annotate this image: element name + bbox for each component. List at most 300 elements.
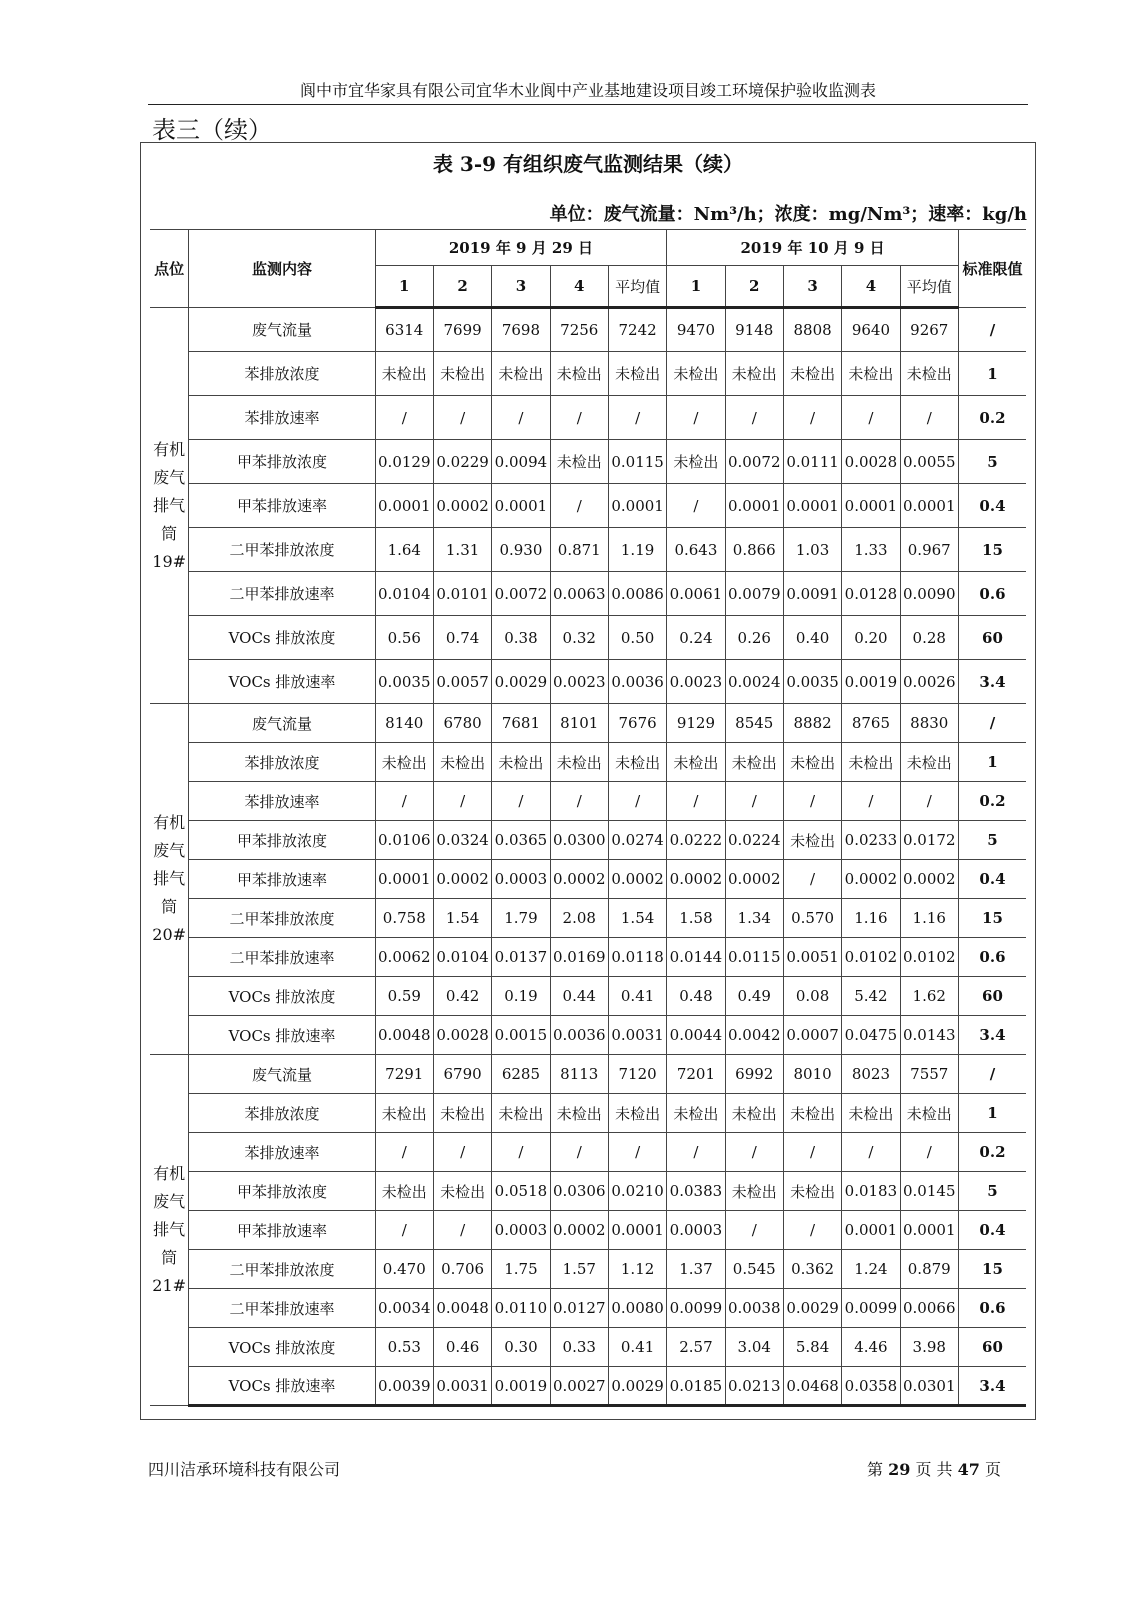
value-cell: / <box>433 396 491 440</box>
standard-limit-cell: 3.4 <box>958 660 1026 704</box>
table-title: 表 3-9 有组织废气监测结果（续） <box>432 152 744 176</box>
value-cell: 未检出 <box>608 352 666 396</box>
value-cell: 0.470 <box>375 1250 433 1289</box>
value-cell: 0.0027 <box>550 1367 608 1406</box>
table-row <box>150 938 1026 977</box>
value-cell: / <box>667 782 725 821</box>
standard-limit-cell: 3.4 <box>958 1016 1026 1055</box>
item-label: 苯排放浓度 <box>189 352 375 396</box>
item-label: 二甲苯排放浓度 <box>189 899 375 938</box>
value-cell: / <box>667 1133 725 1172</box>
value-cell: 0.0036 <box>608 660 666 704</box>
value-cell: 未检出 <box>900 743 958 782</box>
value-cell: 1.58 <box>667 899 725 938</box>
value-cell: 0.0061 <box>667 572 725 616</box>
value-cell: 0.0001 <box>375 484 433 528</box>
value-cell: 未检出 <box>842 352 900 396</box>
standard-limit-cell: 0.4 <box>958 484 1026 528</box>
value-cell: 0.0222 <box>667 821 725 860</box>
value-cell: 0.0518 <box>492 1172 550 1211</box>
table-row <box>150 704 1026 743</box>
value-cell: 0.0104 <box>433 938 491 977</box>
value-cell: 0.0002 <box>900 860 958 899</box>
value-cell: 0.0365 <box>492 821 550 860</box>
value-cell: 0.0026 <box>900 660 958 704</box>
group-21 <box>150 1055 1026 1406</box>
value-cell: 未检出 <box>550 1094 608 1133</box>
item-label: 废气流量 <box>189 308 375 352</box>
item-label: VOCs 排放浓度 <box>189 616 375 660</box>
value-cell: 7681 <box>492 704 550 743</box>
value-cell: 0.0028 <box>433 1016 491 1055</box>
value-cell: 0.0042 <box>725 1016 783 1055</box>
value-cell: 0.0185 <box>667 1367 725 1406</box>
section-title: 表三（续） <box>152 116 272 144</box>
value-cell: / <box>783 1133 841 1172</box>
value-cell: 0.0031 <box>433 1367 491 1406</box>
table-row <box>150 1289 1026 1328</box>
subheader-cell: 平均值 <box>608 266 666 308</box>
value-cell: / <box>783 782 841 821</box>
value-cell: 未检出 <box>783 821 841 860</box>
value-cell: 8545 <box>725 704 783 743</box>
value-cell: 0.0003 <box>492 1211 550 1250</box>
value-cell: 0.50 <box>608 616 666 660</box>
standard-limit-cell: / <box>958 308 1026 352</box>
value-cell: 8101 <box>550 704 608 743</box>
value-cell: / <box>667 484 725 528</box>
value-cell: 0.38 <box>492 616 550 660</box>
page-total: 47 <box>957 1460 980 1479</box>
value-cell: / <box>725 396 783 440</box>
value-cell: 0.0210 <box>608 1172 666 1211</box>
value-cell: 6285 <box>492 1055 550 1094</box>
value-cell: 7698 <box>492 308 550 352</box>
value-cell: 0.0229 <box>433 440 491 484</box>
value-cell: 未检出 <box>433 743 491 782</box>
value-cell: 0.706 <box>433 1250 491 1289</box>
value-cell: 0.0066 <box>900 1289 958 1328</box>
value-cell: / <box>842 782 900 821</box>
value-cell: 1.37 <box>667 1250 725 1289</box>
value-cell: 0.0101 <box>433 572 491 616</box>
value-cell: 0.0091 <box>783 572 841 616</box>
value-cell: 0.41 <box>608 977 666 1016</box>
value-cell: 未检出 <box>433 1094 491 1133</box>
standard-limit-cell: 5 <box>958 1172 1026 1211</box>
value-cell: 0.0094 <box>492 440 550 484</box>
value-cell: 0.643 <box>667 528 725 572</box>
value-cell: 0.0102 <box>842 938 900 977</box>
value-cell: 未检出 <box>783 352 841 396</box>
value-cell: 0.0002 <box>433 484 491 528</box>
value-cell: 0.0183 <box>842 1172 900 1211</box>
item-label: VOCs 排放浓度 <box>189 1328 375 1367</box>
table-row <box>150 743 1026 782</box>
value-cell: 0.0044 <box>667 1016 725 1055</box>
value-cell: 0.24 <box>667 616 725 660</box>
value-cell: / <box>550 396 608 440</box>
value-cell: / <box>725 1133 783 1172</box>
value-cell: 0.0001 <box>900 1211 958 1250</box>
standard-limit-cell: 1 <box>958 352 1026 396</box>
value-cell: 8830 <box>900 704 958 743</box>
value-cell: 6992 <box>725 1055 783 1094</box>
value-cell: 0.0080 <box>608 1289 666 1328</box>
table-row <box>150 1094 1026 1133</box>
value-cell: 0.0086 <box>608 572 666 616</box>
footer-company: 四川洁承环境科技有限公司 <box>148 1460 341 1479</box>
value-cell: / <box>725 782 783 821</box>
value-cell: 7120 <box>608 1055 666 1094</box>
value-cell: 0.0019 <box>492 1367 550 1406</box>
value-cell: 未检出 <box>725 352 783 396</box>
value-cell: 0.08 <box>783 977 841 1016</box>
value-cell: / <box>783 1211 841 1250</box>
value-cell: 1.31 <box>433 528 491 572</box>
value-cell: 0.570 <box>783 899 841 938</box>
value-cell: 5.42 <box>842 977 900 1016</box>
value-cell: 0.0001 <box>375 860 433 899</box>
value-cell: 0.0233 <box>842 821 900 860</box>
value-cell: 7676 <box>608 704 666 743</box>
value-cell: 0.0002 <box>842 860 900 899</box>
value-cell: 未检出 <box>667 743 725 782</box>
value-cell: / <box>550 1133 608 1172</box>
subheader-cell: 2 <box>725 266 783 308</box>
value-cell: 0.48 <box>667 977 725 1016</box>
item-label: 甲苯排放速率 <box>189 1211 375 1250</box>
subheader-cell: 平均值 <box>900 266 958 308</box>
value-cell: 0.59 <box>375 977 433 1016</box>
item-label: 苯排放浓度 <box>189 743 375 782</box>
value-cell: 未检出 <box>900 352 958 396</box>
table-row <box>150 782 1026 821</box>
value-cell: 0.0127 <box>550 1289 608 1328</box>
value-cell: / <box>900 782 958 821</box>
value-cell: 0.0145 <box>900 1172 958 1211</box>
value-cell: 8113 <box>550 1055 608 1094</box>
value-cell: 2.57 <box>667 1328 725 1367</box>
value-cell: 8882 <box>783 704 841 743</box>
value-cell: 0.0062 <box>375 938 433 977</box>
station-cell: 有机废气排气筒20# <box>150 704 189 1055</box>
page-suffix: 页 <box>984 1460 1001 1479</box>
value-cell: 0.0128 <box>842 572 900 616</box>
value-cell: 1.57 <box>550 1250 608 1289</box>
value-cell: 0.0015 <box>492 1016 550 1055</box>
value-cell: 未检出 <box>550 440 608 484</box>
value-cell: 7201 <box>667 1055 725 1094</box>
value-cell: 0.0274 <box>608 821 666 860</box>
value-cell: 3.98 <box>900 1328 958 1367</box>
value-cell: 8010 <box>783 1055 841 1094</box>
value-cell: 9640 <box>842 308 900 352</box>
value-cell: / <box>783 396 841 440</box>
value-cell: / <box>433 1211 491 1250</box>
value-cell: 7557 <box>900 1055 958 1094</box>
item-label: 二甲苯排放浓度 <box>189 528 375 572</box>
table-row <box>150 1328 1026 1367</box>
value-cell: 0.0383 <box>667 1172 725 1211</box>
value-cell: 0.28 <box>900 616 958 660</box>
value-cell: 未检出 <box>375 743 433 782</box>
value-cell: 0.0099 <box>842 1289 900 1328</box>
value-cell: 0.0104 <box>375 572 433 616</box>
value-cell: / <box>725 1211 783 1250</box>
subheader-cell: 4 <box>550 266 608 308</box>
item-label: 甲苯排放浓度 <box>189 821 375 860</box>
value-cell: 0.33 <box>550 1328 608 1367</box>
value-cell: 未检出 <box>550 352 608 396</box>
value-cell: 0.19 <box>492 977 550 1016</box>
value-cell: 未检出 <box>842 1094 900 1133</box>
value-cell: 0.0048 <box>433 1289 491 1328</box>
value-cell: 2.08 <box>550 899 608 938</box>
value-cell: 未检出 <box>433 1172 491 1211</box>
value-cell: 0.0301 <box>900 1367 958 1406</box>
document-header: 阆中市宜华家具有限公司宜华木业阆中产业基地建设项目竣工环境保护验收监测表 <box>299 81 876 100</box>
value-cell: 0.0213 <box>725 1367 783 1406</box>
table-row <box>150 1133 1026 1172</box>
standard-limit-cell: 0.4 <box>958 1211 1026 1250</box>
value-cell: / <box>608 396 666 440</box>
subheader-cell: 4 <box>842 266 900 308</box>
value-cell: / <box>375 1133 433 1172</box>
value-cell: / <box>433 1133 491 1172</box>
value-cell: 1.03 <box>783 528 841 572</box>
value-cell: 0.0169 <box>550 938 608 977</box>
value-cell: 1.79 <box>492 899 550 938</box>
value-cell: 未检出 <box>667 352 725 396</box>
value-cell: 0.0034 <box>375 1289 433 1328</box>
value-cell: 0.0001 <box>608 484 666 528</box>
value-cell: 0.0063 <box>550 572 608 616</box>
value-cell: / <box>433 782 491 821</box>
value-cell: 0.0029 <box>492 660 550 704</box>
value-cell: 0.0115 <box>608 440 666 484</box>
value-cell: 0.545 <box>725 1250 783 1289</box>
value-cell: 0.56 <box>375 616 433 660</box>
table-row <box>150 821 1026 860</box>
value-cell: 0.0038 <box>725 1289 783 1328</box>
value-cell: 未检出 <box>842 743 900 782</box>
table-row <box>150 660 1026 704</box>
value-cell: 0.0002 <box>667 860 725 899</box>
value-cell: 未检出 <box>375 352 433 396</box>
value-cell: 9267 <box>900 308 958 352</box>
table-row <box>150 528 1026 572</box>
value-cell: / <box>550 484 608 528</box>
value-cell: 未检出 <box>433 352 491 396</box>
value-cell: 0.0007 <box>783 1016 841 1055</box>
standard-limit-cell: 60 <box>958 977 1026 1016</box>
value-cell: 9470 <box>667 308 725 352</box>
item-label: 甲苯排放速率 <box>189 860 375 899</box>
value-cell: 0.0001 <box>900 484 958 528</box>
value-cell: 1.16 <box>842 899 900 938</box>
subheader-cell: 3 <box>492 266 550 308</box>
value-cell: 0.0035 <box>783 660 841 704</box>
value-cell: 未检出 <box>492 352 550 396</box>
group-20 <box>150 704 1026 1055</box>
value-cell: 0.0129 <box>375 440 433 484</box>
value-cell: 0.0324 <box>433 821 491 860</box>
value-cell: 0.49 <box>725 977 783 1016</box>
standard-limit-cell: / <box>958 704 1026 743</box>
item-label: 苯排放速率 <box>189 782 375 821</box>
subheader-cell: 1 <box>667 266 725 308</box>
table-row <box>150 616 1026 660</box>
station-cell: 有机废气排气筒19# <box>150 308 189 704</box>
value-cell: 0.0224 <box>725 821 783 860</box>
value-cell: 0.0055 <box>900 440 958 484</box>
header-content: 监测内容 <box>189 230 375 308</box>
value-cell: 0.0072 <box>725 440 783 484</box>
table-row <box>150 1250 1026 1289</box>
item-label: VOCs 排放速率 <box>189 1016 375 1055</box>
value-cell: / <box>900 396 958 440</box>
station-cell: 有机废气排气筒21# <box>150 1055 189 1406</box>
table-row <box>150 308 1026 352</box>
value-cell: / <box>667 396 725 440</box>
table-row <box>150 484 1026 528</box>
value-cell: 0.0002 <box>550 1211 608 1250</box>
item-label: 甲苯排放速率 <box>189 484 375 528</box>
item-label: 二甲苯排放速率 <box>189 572 375 616</box>
page-prefix: 第 <box>866 1460 883 1479</box>
value-cell: 7699 <box>433 308 491 352</box>
value-cell: 7242 <box>608 308 666 352</box>
value-cell: 0.30 <box>492 1328 550 1367</box>
item-label: VOCs 排放速率 <box>189 660 375 704</box>
value-cell: 8808 <box>783 308 841 352</box>
standard-limit-cell: 60 <box>958 1328 1026 1367</box>
value-cell: 0.20 <box>842 616 900 660</box>
value-cell: 0.0029 <box>608 1367 666 1406</box>
value-cell: 0.0099 <box>667 1289 725 1328</box>
value-cell: 6790 <box>433 1055 491 1094</box>
value-cell: 0.32 <box>550 616 608 660</box>
value-cell: 8765 <box>842 704 900 743</box>
unit-line: 单位：废气流量：Nm³/h；浓度：mg/Nm³；速率：kg/h <box>549 204 1027 225</box>
standard-limit-cell: 0.6 <box>958 938 1026 977</box>
value-cell: / <box>375 396 433 440</box>
value-cell: 4.46 <box>842 1328 900 1367</box>
item-label: 废气流量 <box>189 1055 375 1094</box>
value-cell: 0.0003 <box>492 860 550 899</box>
standard-limit-cell: 3.4 <box>958 1367 1026 1406</box>
value-cell: 0.0102 <box>900 938 958 977</box>
value-cell: 0.0106 <box>375 821 433 860</box>
value-cell: 0.0001 <box>608 1211 666 1250</box>
value-cell: 未检出 <box>375 1094 433 1133</box>
value-cell: 0.0111 <box>783 440 841 484</box>
value-cell: 0.0001 <box>492 484 550 528</box>
value-cell: / <box>492 782 550 821</box>
table-row <box>150 572 1026 616</box>
value-cell: 0.0300 <box>550 821 608 860</box>
value-cell: 0.0028 <box>842 440 900 484</box>
item-label: 甲苯排放浓度 <box>189 440 375 484</box>
value-cell: 未检出 <box>375 1172 433 1211</box>
standard-limit-cell: 0.2 <box>958 1133 1026 1172</box>
value-cell: 未检出 <box>725 743 783 782</box>
standard-limit-cell: 1 <box>958 743 1026 782</box>
value-cell: 6780 <box>433 704 491 743</box>
value-cell: / <box>492 1133 550 1172</box>
value-cell: 0.46 <box>433 1328 491 1367</box>
value-cell: 8140 <box>375 704 433 743</box>
value-cell: / <box>375 1211 433 1250</box>
table-row <box>150 1016 1026 1055</box>
value-cell: 8023 <box>842 1055 900 1094</box>
value-cell: 0.758 <box>375 899 433 938</box>
value-cell: 未检出 <box>608 743 666 782</box>
value-cell: 1.62 <box>900 977 958 1016</box>
value-cell: 1.64 <box>375 528 433 572</box>
item-label: 苯排放浓度 <box>189 1094 375 1133</box>
value-cell: 0.0001 <box>725 484 783 528</box>
page-current: 29 <box>888 1460 911 1479</box>
value-cell: / <box>550 782 608 821</box>
value-cell: 0.0090 <box>900 572 958 616</box>
item-label: 二甲苯排放速率 <box>189 1289 375 1328</box>
value-cell: 未检出 <box>492 743 550 782</box>
subheader-cell: 3 <box>783 266 841 308</box>
group-19 <box>150 308 1026 704</box>
value-cell: 0.362 <box>783 1250 841 1289</box>
value-cell: 0.0057 <box>433 660 491 704</box>
value-cell: 1.16 <box>900 899 958 938</box>
value-cell: 0.0115 <box>725 938 783 977</box>
value-cell: 未检出 <box>783 1172 841 1211</box>
value-cell: 0.0051 <box>783 938 841 977</box>
item-label: VOCs 排放浓度 <box>189 977 375 1016</box>
value-cell: 7256 <box>550 308 608 352</box>
value-cell: 1.34 <box>725 899 783 938</box>
table-row <box>150 1172 1026 1211</box>
value-cell: 0.0110 <box>492 1289 550 1328</box>
header-standard: 标准限值 <box>958 230 1026 308</box>
table-row <box>150 440 1026 484</box>
subheader-cell: 1 <box>375 266 433 308</box>
value-cell: 0.0306 <box>550 1172 608 1211</box>
value-cell: / <box>900 1133 958 1172</box>
value-cell: 9148 <box>725 308 783 352</box>
standard-limit-cell: 1 <box>958 1094 1026 1133</box>
value-cell: 1.54 <box>433 899 491 938</box>
value-cell: 0.0001 <box>842 1211 900 1250</box>
value-cell: 未检出 <box>725 1094 783 1133</box>
value-cell: 未检出 <box>783 1094 841 1133</box>
value-cell: 9129 <box>667 704 725 743</box>
subheader-cell: 2 <box>433 266 491 308</box>
header-rule <box>148 104 1028 105</box>
value-cell: 0.0002 <box>608 860 666 899</box>
value-cell: 未检出 <box>900 1094 958 1133</box>
item-label: 二甲苯排放速率 <box>189 938 375 977</box>
standard-limit-cell: 15 <box>958 1250 1026 1289</box>
item-label: 苯排放速率 <box>189 396 375 440</box>
value-cell: 0.26 <box>725 616 783 660</box>
value-cell: / <box>842 396 900 440</box>
value-cell: 0.53 <box>375 1328 433 1367</box>
value-cell: 未检出 <box>608 1094 666 1133</box>
value-cell: 0.967 <box>900 528 958 572</box>
table-row <box>150 860 1026 899</box>
value-cell: 3.04 <box>725 1328 783 1367</box>
